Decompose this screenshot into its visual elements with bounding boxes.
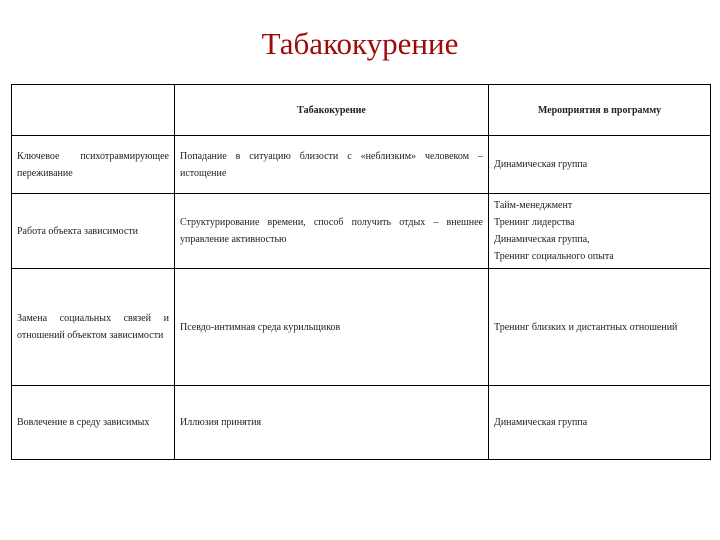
table-header-row	[12, 85, 711, 136]
cell-factor: Работа объекта зависимости	[12, 194, 175, 269]
cell-factor: Ключевое психотравмирующее переживание	[12, 136, 175, 194]
table-row	[12, 386, 711, 460]
measure-item: Тренинг близких и дистантных отношений	[494, 321, 678, 333]
table-row	[12, 136, 711, 194]
header-smoking: Табакокурение	[175, 85, 489, 136]
header-measures: Мероприятия в программу	[489, 85, 711, 136]
slide-title: Табакокурение	[261, 26, 459, 61]
cell-description: Попадание в ситуацию близости с «неблизким» человеком – истощение	[175, 136, 489, 194]
cell-measures	[489, 136, 711, 194]
cell-measures	[489, 194, 711, 269]
table-row	[12, 194, 711, 269]
cell-description: Структурирование времени, способ получить отдых – внешнее управление активностью	[175, 194, 489, 269]
table-row	[12, 269, 711, 386]
program-table	[11, 84, 711, 460]
cell-description: Иллюзия принятия	[175, 386, 489, 460]
measure-item: Динамическая группа	[494, 417, 588, 428]
cell-factor: Замена социальных связей и отношений объектом зависимости	[12, 269, 175, 386]
measure-item: Динамическая группа	[494, 159, 588, 170]
cell-measures	[489, 269, 711, 386]
measure-item: Динамическая группа,	[494, 234, 590, 245]
header-empty	[12, 85, 175, 136]
measure-item: Тренинг социального опыта	[494, 251, 614, 262]
cell-measures	[489, 386, 711, 460]
measure-item: Тайм-менеджмент	[494, 200, 573, 211]
measure-item: Тренинг лидерства	[494, 217, 575, 228]
cell-factor: Вовлечение в среду зависимых	[12, 386, 175, 460]
cell-description: Псевдо-интимная среда курильщиков	[175, 269, 489, 386]
